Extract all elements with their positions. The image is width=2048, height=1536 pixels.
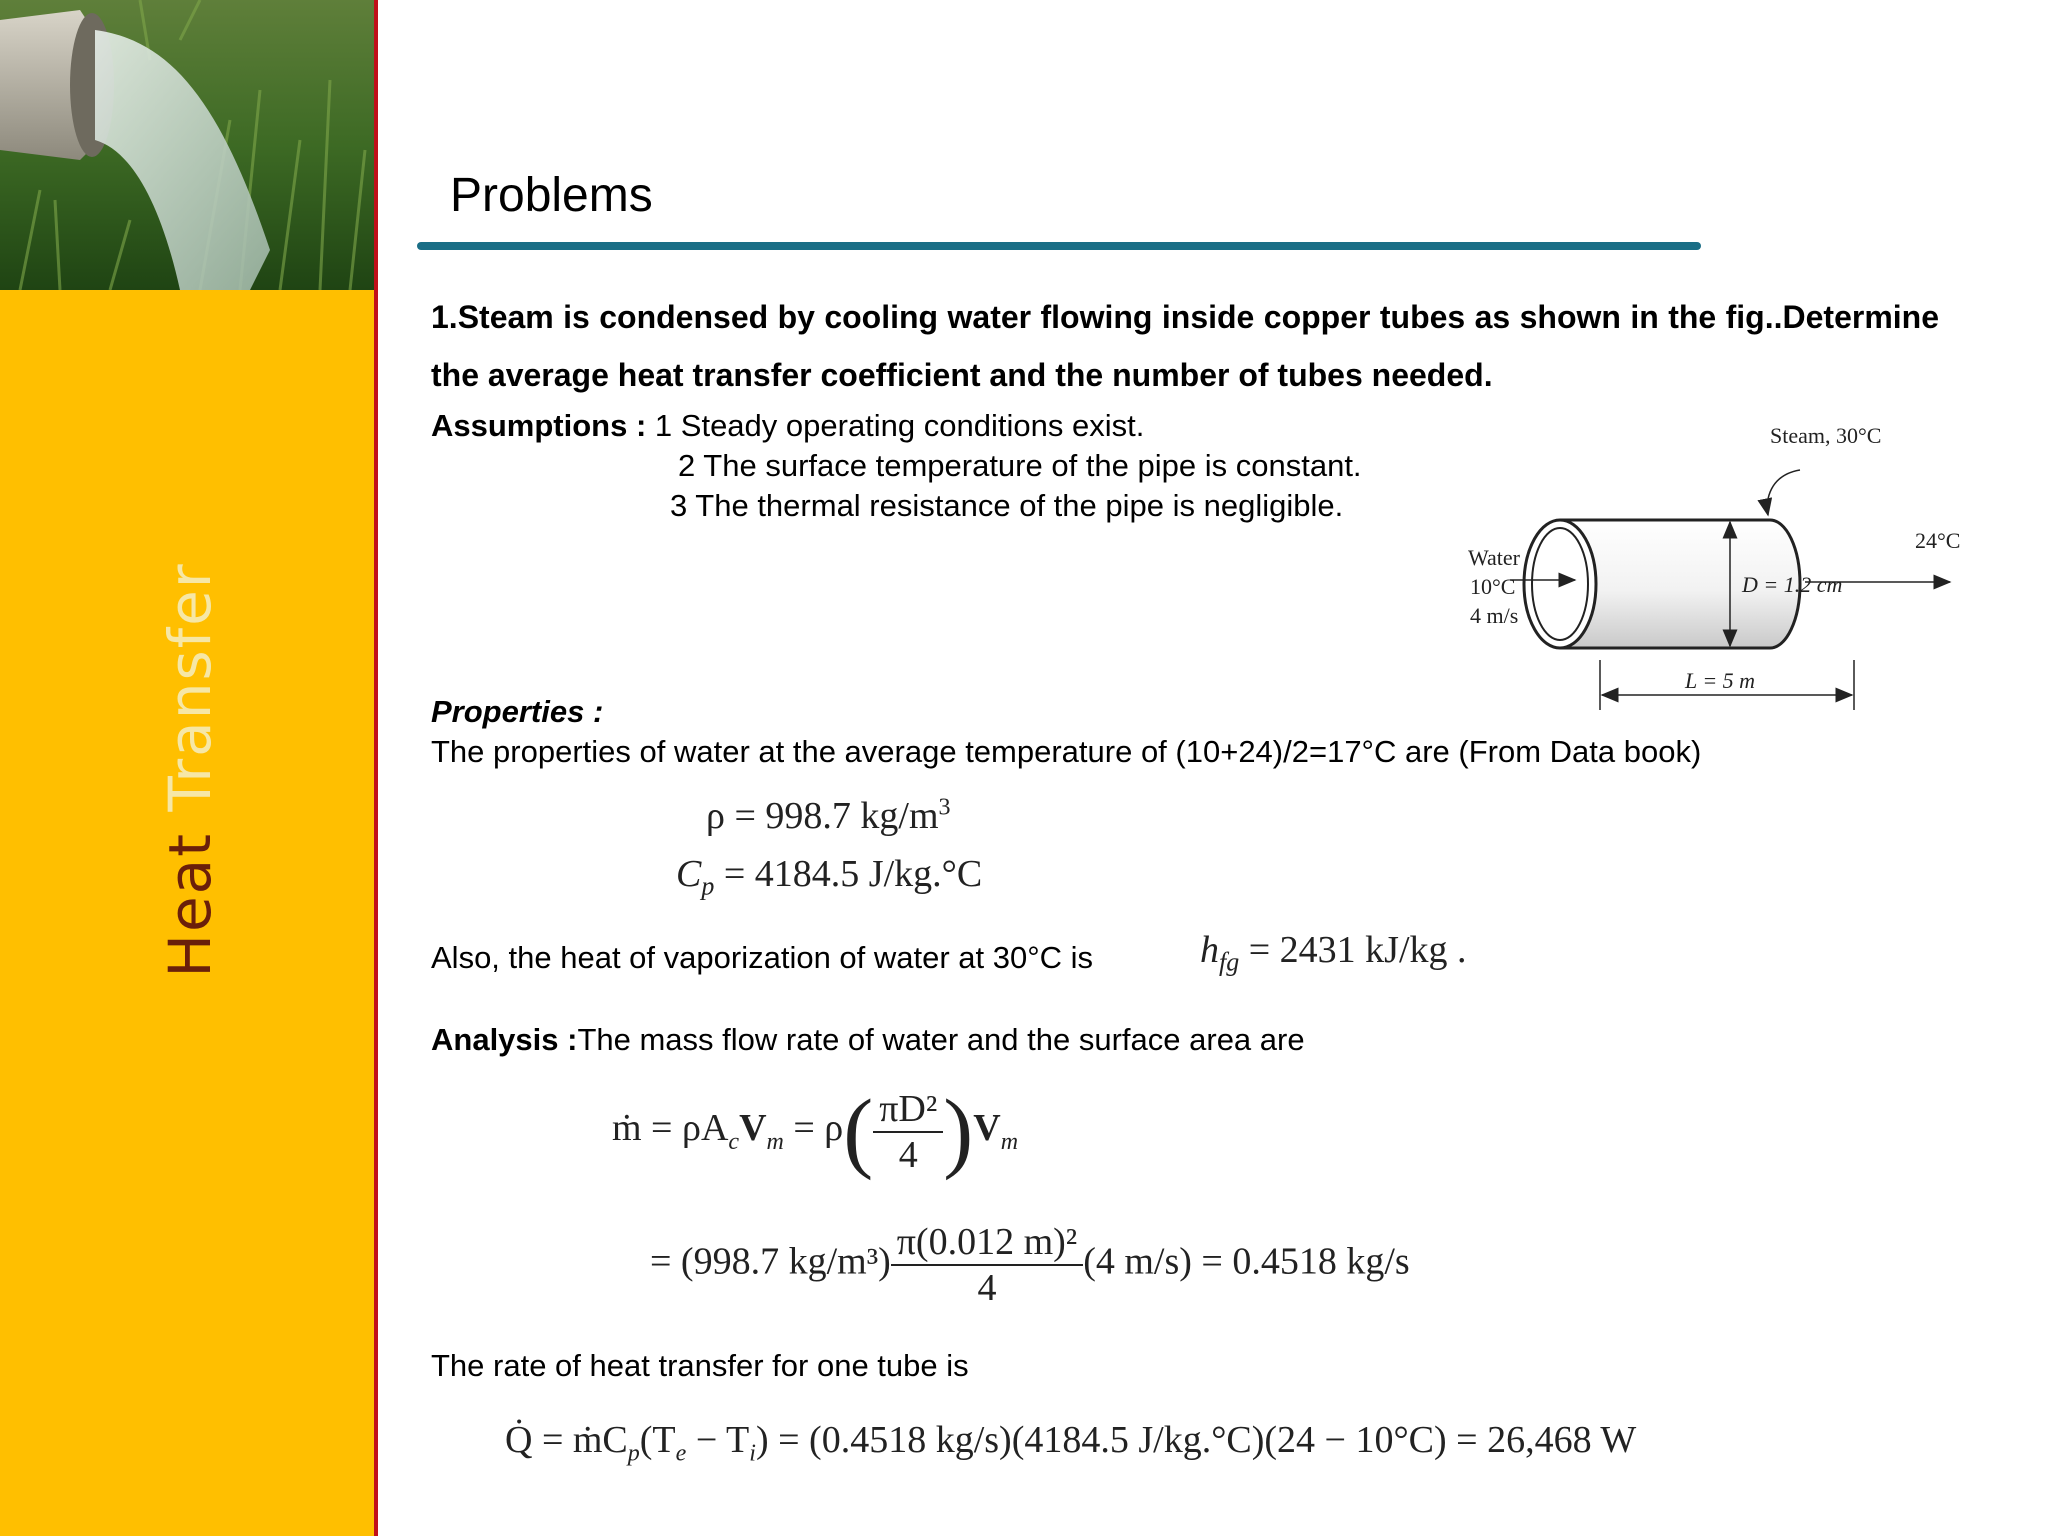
assumption-3: 3 The thermal resistance of the pipe is negligible. bbox=[670, 488, 1344, 523]
hfg-text: Also, the heat of vaporization of water at 30°C is bbox=[431, 940, 1094, 975]
assumptions-label: Assumptions : bbox=[431, 408, 647, 443]
course-title-transfer: Transfer bbox=[156, 562, 224, 812]
inlet-temp-label: 10°C bbox=[1470, 574, 1516, 599]
steam-arrow bbox=[1767, 470, 1800, 515]
analysis-label: Analysis : bbox=[431, 1022, 578, 1057]
properties-text: The properties of water at the average temperature of (10+24)/2=17°C are (From Data book) bbox=[431, 734, 1702, 769]
hfg-equation: $h_{fg} = 2431$ kJ/kg . bbox=[1200, 929, 1467, 977]
course-title-heat: Heat bbox=[156, 832, 224, 978]
grass-pipe-image bbox=[0, 0, 374, 290]
analysis-line bbox=[431, 1020, 1305, 1060]
steam-label: Steam, 30°C bbox=[1770, 423, 1882, 448]
heat-rate-text: The rate of heat transfer for one tube is bbox=[431, 1348, 969, 1383]
density-equation: ρ = 998.7 $kg/m^3$ bbox=[706, 794, 951, 837]
vertical-course-title bbox=[156, 562, 224, 977]
assumptions-block bbox=[431, 406, 1471, 526]
pipe-outflow-photo bbox=[0, 0, 374, 290]
page-title: Problems bbox=[450, 169, 653, 222]
water-label: Water bbox=[1468, 545, 1520, 570]
diameter-label: D = 1.2 cm bbox=[1742, 572, 1843, 597]
outlet-temp-label: 24°C bbox=[1915, 528, 1961, 553]
assumption-1: 1 Steady operating conditions exist. bbox=[654, 408, 1145, 443]
sidebar bbox=[0, 0, 378, 1536]
specific-heat-equation: $C_p = 4184.5$ J/kg.°C bbox=[676, 853, 983, 901]
problem-statement: 1.Steam is condensed by cooling water flowing inside copper tubes as shown in the fig..Determine the average heat transfer coefficient and the number of tubes needed. bbox=[431, 299, 1939, 393]
tube-inlet-end bbox=[1524, 520, 1596, 648]
properties-label: Properties : bbox=[431, 694, 604, 729]
assumption-2: 2 The surface temperature of the pipe is constant. bbox=[678, 448, 1362, 483]
heat-rate-equation: Q̇ = $ṁC_p(T_e - T_i) = (0.4518$ kg/s)(4184.5 J/kg.°C)(24 − 10°C) = 26,468 W bbox=[505, 1419, 1637, 1467]
mass-flow-result-equation: = (998.7 kg/m³) $\frac{\text{π(0.012 m)²}}{4}$ (4 m/s) = 0.4518 kg/s bbox=[650, 1221, 1410, 1309]
mass-flow-equation: ṁ = $\rho A_cV_m = \rho$( $\frac{\text{πD²}}{4}$ )$V_m$ bbox=[612, 1082, 1019, 1181]
analysis-text: The mass flow rate of water and the surface area are bbox=[577, 1022, 1305, 1057]
tube-figure bbox=[1450, 410, 2010, 720]
properties-block bbox=[431, 692, 1911, 772]
inlet-velocity-label: 4 m/s bbox=[1470, 603, 1519, 628]
title-underline bbox=[417, 242, 1701, 250]
length-label: L = 5 m bbox=[1685, 668, 1756, 693]
